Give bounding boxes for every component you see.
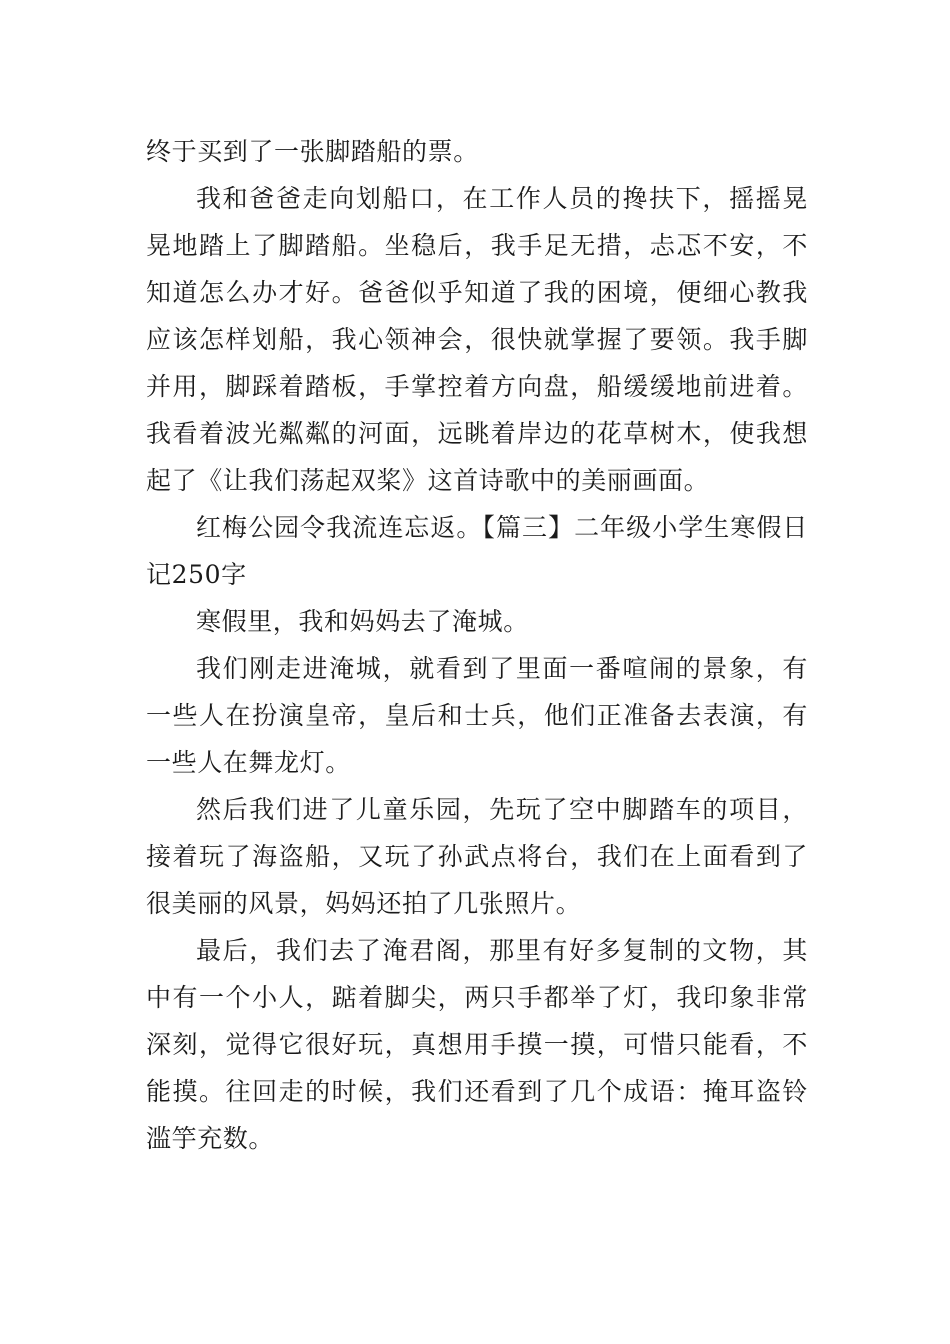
- paragraph-park-and-heading: 红梅公园令我流连忘返。【篇三】二年级小学生寒假日记250字: [146, 513, 808, 589]
- paragraph-boating: 我和爸爸走向划船口，在工作人员的搀扶下，摇摇晃晃地踏上了脚踏船。坐稳后，我手足无措，忐忑不安，不知道怎么办才好。爸爸似乎知道了我的困境，便细心教我应该怎样划船，我心领神会，很快就掌握了要领。我手脚并用，脚踩着踏板，手掌控着方向盘，船缓缓地前进着。我看着波光粼粼的河面，远眺着岸边的花草树木，使我想起了《让我们荡起双桨》这首诗歌中的美丽画面。: [146, 184, 808, 495]
- document-body: [146, 128, 808, 1162]
- paragraph-ticket: 终于买到了一张脚踏船的票。: [146, 137, 479, 166]
- paragraph-yanjun-pavilion: 最后，我们去了淹君阁，那里有好多复制的文物，其中有一个小人，踮着脚尖，两只手都举了灯，我印象非常深刻，觉得它很好玩，真想用手摸一摸，可惜只能看，不能摸。往回走的时候，我们还看到了几个成语：掩耳盗铃滥竽充数。: [146, 936, 808, 1153]
- paragraph-amusement-park: 然后我们进了儿童乐园，先玩了空中脚踏车的项目，接着玩了海盗船，又玩了孙武点将台，我们在上面看到了很美丽的风景，妈妈还拍了几张照片。: [146, 795, 808, 918]
- paragraph-lively-scene: 我们刚走进淹城，就看到了里面一番喧闹的景象，有一些人在扮演皇帝，皇后和士兵，他们正准备去表演，有一些人在舞龙灯。: [146, 654, 808, 777]
- paragraph-yancheng-intro: 寒假里，我和妈妈去了淹城。: [196, 607, 529, 636]
